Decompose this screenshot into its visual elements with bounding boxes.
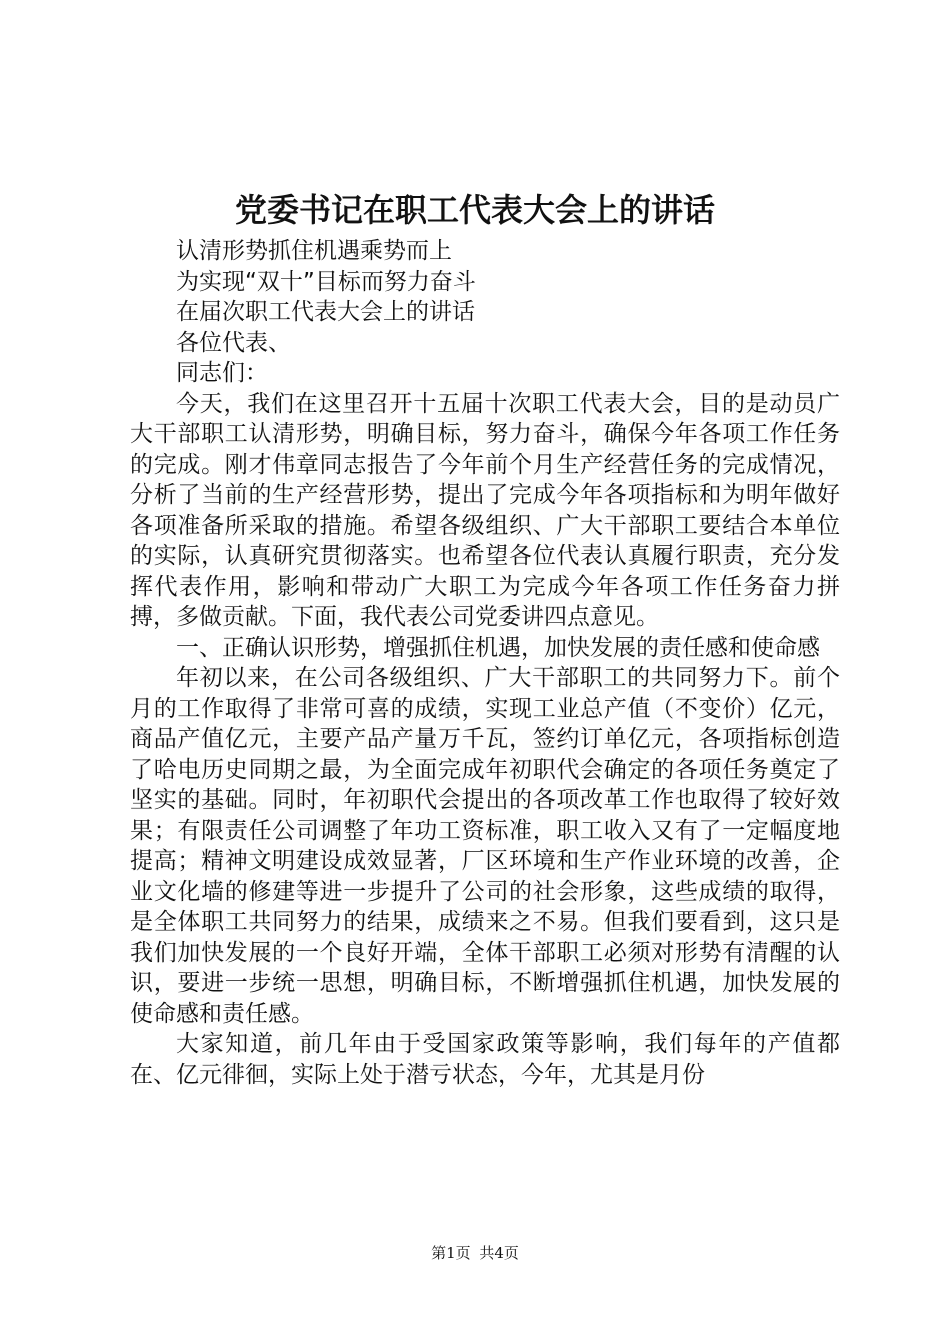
subtitle-line-1: 认清形势抓住机遇乘势而上 xyxy=(176,238,452,264)
body-paragraph: 大家知道，前几年由于受国家政策等影响，我们每年的产值都在、亿元徘徊，实际上处于潜亏状态，今年，尤其是月份 xyxy=(130,1031,840,1088)
page-number: 第1页 xyxy=(431,1244,471,1262)
body-paragraph: 今天，我们在这里召开十五届十次职工代表大会，目的是动员广大干部职工认清形势，明确目标，努力奋斗，确保今年各项工作任务的完成。刚才伟章同志报告了今年前个月生产经营任务的完成情况，分析了当前的生产经营形势，提出了完成今年各项指标和为明年做好各项准备所采取的措施。希望各级组织、广大干部职工要结合本单位的实际，认真研究贯彻落实。也希望各位代表认真履行职责，充分发挥代表作用，影响和带动广大职工为完成今年各项工作任务奋力拼搏，多做贡献。下面，我代表公司党委讲四点意见。 xyxy=(130,390,840,630)
section-heading: 一、正确认识形势，增强抓住机遇，加快发展的责任感和使命感 xyxy=(176,634,820,661)
subtitle-line-2: 为实现“双十”目标而努力奋斗 xyxy=(176,268,476,295)
subtitle-line-3: 在届次职工代表大会上的讲话 xyxy=(176,299,475,325)
page-total: 共4页 xyxy=(479,1244,519,1262)
body-paragraph: 年初以来，在公司各级组织、广大干部职工的共同努力下。前个月的工作取得了非常可喜的成绩，实现工业总产值（不变价）亿元，商品产值亿元，主要产品产量万千瓦，签约订单亿元，各项指标创造了哈电历史同期之最，为全面完成年初职代会确定的各项任务奠定了坚实的基础。同时，年初职代会提出的各项改革工作也取得了较好效果；有限责任公司调整了年功工资标准，职工收入又有了一定幅度地提高；精神文明建设成效显著，厂区环境和生产作业环境的改善，企业文化墙的修建等进一步提升了公司的社会形象，这些成绩的取得，是全体职工共同努力的结果，成绩来之不易。但我们要看到，这只是我们加快发展的一个良好开端，全体干部职工必须对形势有清醒的认识，要进一步统一思想，明确目标，不断增强抓住机遇，加快发展的使命感和责任感。 xyxy=(130,665,840,1027)
salutation-line-1: 各位代表、 xyxy=(176,329,291,356)
page-footer xyxy=(0,1243,950,1263)
salutation-line-2: 同志们： xyxy=(176,360,268,386)
document-title: 党委书记在职工代表大会上的讲话 xyxy=(234,191,715,229)
document-body xyxy=(130,236,840,1090)
